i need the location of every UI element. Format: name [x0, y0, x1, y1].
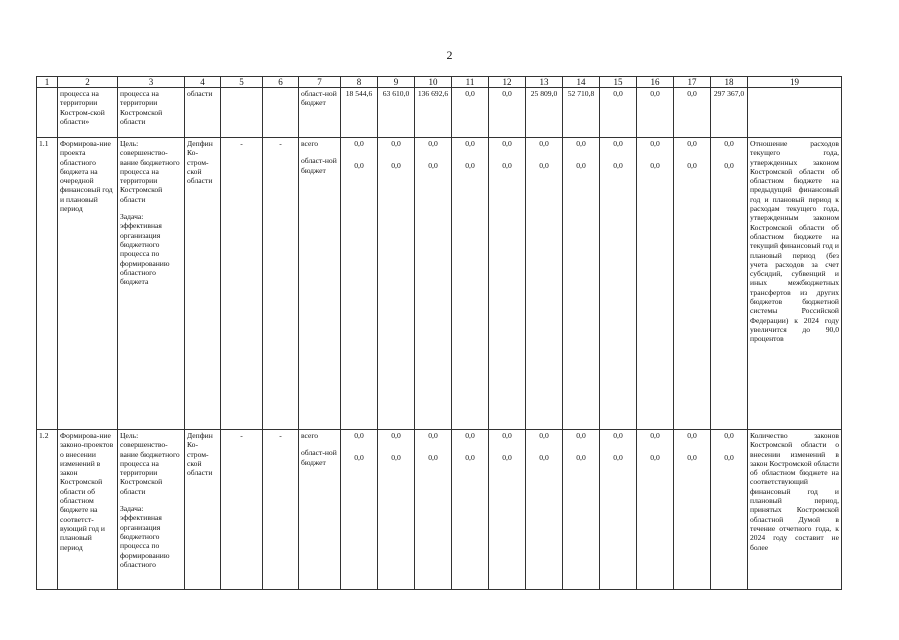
goal-cell — [118, 430, 185, 590]
value-cell — [711, 138, 748, 430]
value-cell: 0,0 — [637, 88, 674, 138]
value-cell: 136 692,6 — [415, 88, 452, 138]
col-header: 9 — [378, 77, 415, 88]
col-header: 14 — [563, 77, 600, 88]
value-cell — [378, 430, 415, 590]
task-text: Задача: эффективная организация бюджетного процесса по формированию областного бюджета — [120, 212, 170, 287]
value-cell: 18 544,6 — [341, 88, 378, 138]
value-total: 0,0 — [539, 431, 549, 440]
value-total: 0,0 — [502, 431, 512, 440]
col-header: 18 — [711, 77, 748, 88]
executor: области — [185, 88, 221, 138]
task-text: Задача: эффективная организация бюджетного процесса по формированию областного — [120, 504, 170, 569]
value-total: 0,0 — [576, 139, 586, 148]
value-regional: 0,0 — [650, 161, 660, 171]
value-cell — [600, 138, 637, 430]
value-cell — [526, 430, 563, 590]
value-cell — [341, 138, 378, 430]
value-total: 0,0 — [465, 431, 475, 440]
target-indicator — [748, 88, 842, 138]
col-header: 15 — [600, 77, 637, 88]
goal-text: Цель: совершенство-вание бюджетного процесса на территории Костромской области — [120, 139, 180, 204]
value-total: 0,0 — [391, 139, 401, 148]
value-cell — [452, 430, 489, 590]
value-total: 0,0 — [650, 139, 660, 148]
col-header: 8 — [341, 77, 378, 88]
goal-text: процесса на территории Костромской области — [118, 88, 185, 138]
funding-source-item: област-ной бюджет — [301, 156, 337, 175]
cell: - — [221, 430, 263, 590]
program-table — [36, 76, 842, 590]
value-regional: 0,0 — [613, 453, 623, 463]
col-header: 16 — [637, 77, 674, 88]
value-cell — [489, 430, 526, 590]
value-cell — [452, 138, 489, 430]
value-regional: 0,0 — [354, 453, 364, 463]
cell — [263, 88, 299, 138]
value-total: 0,0 — [354, 139, 364, 148]
value-total: 0,0 — [687, 431, 697, 440]
col-header: 13 — [526, 77, 563, 88]
target-indicator: Количество законов Костромской области о внесении изменений в закон Костромской области об областном бюджете на соответствующий финансовый год и плановый период, принятых Костромской областной Думой в течение отчетного года, к 2024 году составит не более — [748, 430, 842, 590]
value-cell — [600, 430, 637, 590]
value-regional: 0,0 — [539, 453, 549, 463]
value-cell: 0,0 — [674, 88, 711, 138]
value-cell: 63 610,0 — [378, 88, 415, 138]
value-regional: 0,0 — [650, 453, 660, 463]
col-header: 12 — [489, 77, 526, 88]
funding-source — [299, 88, 341, 138]
value-cell — [711, 430, 748, 590]
page-number: 2 — [446, 48, 453, 62]
row-number: 1.2 — [37, 430, 58, 590]
value-regional: 0,0 — [613, 161, 623, 171]
row-number — [37, 88, 58, 138]
activity-name: процесса на территории Костром-ской области» — [58, 88, 118, 138]
value-regional: 0,0 — [428, 161, 438, 171]
table-row — [37, 430, 842, 590]
value-total: 0,0 — [539, 139, 549, 148]
col-header: 17 — [674, 77, 711, 88]
funding-source — [299, 138, 341, 430]
value-regional: 0,0 — [428, 453, 438, 463]
value-regional: 0,0 — [465, 161, 475, 171]
value-total: 0,0 — [354, 431, 364, 440]
value-total: 0,0 — [465, 139, 475, 148]
col-header: 19 — [748, 77, 842, 88]
col-header: 1 — [37, 77, 58, 88]
value-cell — [415, 138, 452, 430]
value-regional: 0,0 — [576, 161, 586, 171]
cell: - — [221, 138, 263, 430]
value-regional: 0,0 — [687, 453, 697, 463]
value-cell — [563, 138, 600, 430]
executor: Депфин Ко-стром-ской области — [185, 138, 221, 430]
value-cell: 0,0 — [452, 88, 489, 138]
cell — [221, 88, 263, 138]
value-cell — [674, 138, 711, 430]
column-number-row — [37, 77, 842, 88]
col-header: 5 — [221, 77, 263, 88]
funding-source — [299, 430, 341, 590]
col-header: 6 — [263, 77, 299, 88]
value-cell — [526, 138, 563, 430]
value-regional: 0,0 — [539, 161, 549, 171]
executor: Депфин Ко-стром-ской области — [185, 430, 221, 590]
value-cell — [637, 138, 674, 430]
value-total: 0,0 — [687, 139, 697, 148]
value-cell: 25 809,0 — [526, 88, 563, 138]
col-header: 3 — [118, 77, 185, 88]
target-indicator: Отношение расходов текущего года, утвержденных законом Костромской области об областном бюджете на предыдущий финансовый год и плановый период к расходам текущего года, утвержденным законом Костромской области об областном бюджете на текущий финансовый год и плановый период (без учета расходов за счет субсидий, субвенций и иных межбюджетных трансфертов из других бюджетов бюджетной системы Российской Федерации) к 2024 году увеличится до 90,0 процентов — [748, 138, 842, 430]
value-cell — [378, 138, 415, 430]
value-regional: 0,0 — [391, 453, 401, 463]
col-header: 7 — [299, 77, 341, 88]
value-total: 0,0 — [428, 139, 438, 148]
value-total: 0,0 — [613, 431, 623, 440]
value-regional: 0,0 — [576, 453, 586, 463]
funding-source-item: област-ной бюджет — [301, 89, 337, 108]
value-total: 0,0 — [724, 139, 734, 148]
cell: - — [263, 138, 299, 430]
value-regional: 0,0 — [502, 453, 512, 463]
funding-source-item: всего — [301, 139, 319, 148]
activity-name: Формирова-ние законо-проектов о внесении изменений в закон Костромской области об областном бюджете на соответст-вующий год и плановый период — [58, 430, 118, 590]
value-total: 0,0 — [724, 431, 734, 440]
value-regional: 0,0 — [687, 161, 697, 171]
value-cell — [637, 430, 674, 590]
value-total: 0,0 — [613, 139, 623, 148]
value-total: 0,0 — [650, 431, 660, 440]
value-total: 0,0 — [428, 431, 438, 440]
value-total: 0,0 — [391, 431, 401, 440]
goal-text: Цель: совершенство-вание бюджетного процесса на территории Костромской области — [120, 431, 180, 496]
col-header: 2 — [58, 77, 118, 88]
value-regional: 0,0 — [502, 161, 512, 171]
row-number: 1.1 — [37, 138, 58, 430]
col-header: 10 — [415, 77, 452, 88]
value-cell — [563, 430, 600, 590]
value-regional: 0,0 — [354, 161, 364, 171]
value-regional: 0,0 — [724, 161, 734, 171]
col-header: 4 — [185, 77, 221, 88]
goal-cell — [118, 138, 185, 430]
value-cell: 0,0 — [600, 88, 637, 138]
table-row — [37, 88, 842, 138]
value-cell — [489, 138, 526, 430]
value-regional: 0,0 — [724, 453, 734, 463]
activity-name: Формирова-ние проекта областного бюджета на очередной финансовый год и плановый период — [58, 138, 118, 430]
value-cell: 297 367,0 — [711, 88, 748, 138]
value-total: 0,0 — [502, 139, 512, 148]
value-cell — [341, 430, 378, 590]
funding-source-item: всего — [301, 431, 319, 440]
table-row — [37, 138, 842, 430]
funding-source-item: област-ной бюджет — [301, 448, 337, 467]
value-regional: 0,0 — [391, 161, 401, 171]
value-total: 0,0 — [576, 431, 586, 440]
value-cell: 0,0 — [489, 88, 526, 138]
value-cell: 52 710,8 — [563, 88, 600, 138]
value-regional: 0,0 — [465, 453, 475, 463]
value-cell — [415, 430, 452, 590]
cell: - — [263, 430, 299, 590]
value-cell — [674, 430, 711, 590]
col-header: 11 — [452, 77, 489, 88]
